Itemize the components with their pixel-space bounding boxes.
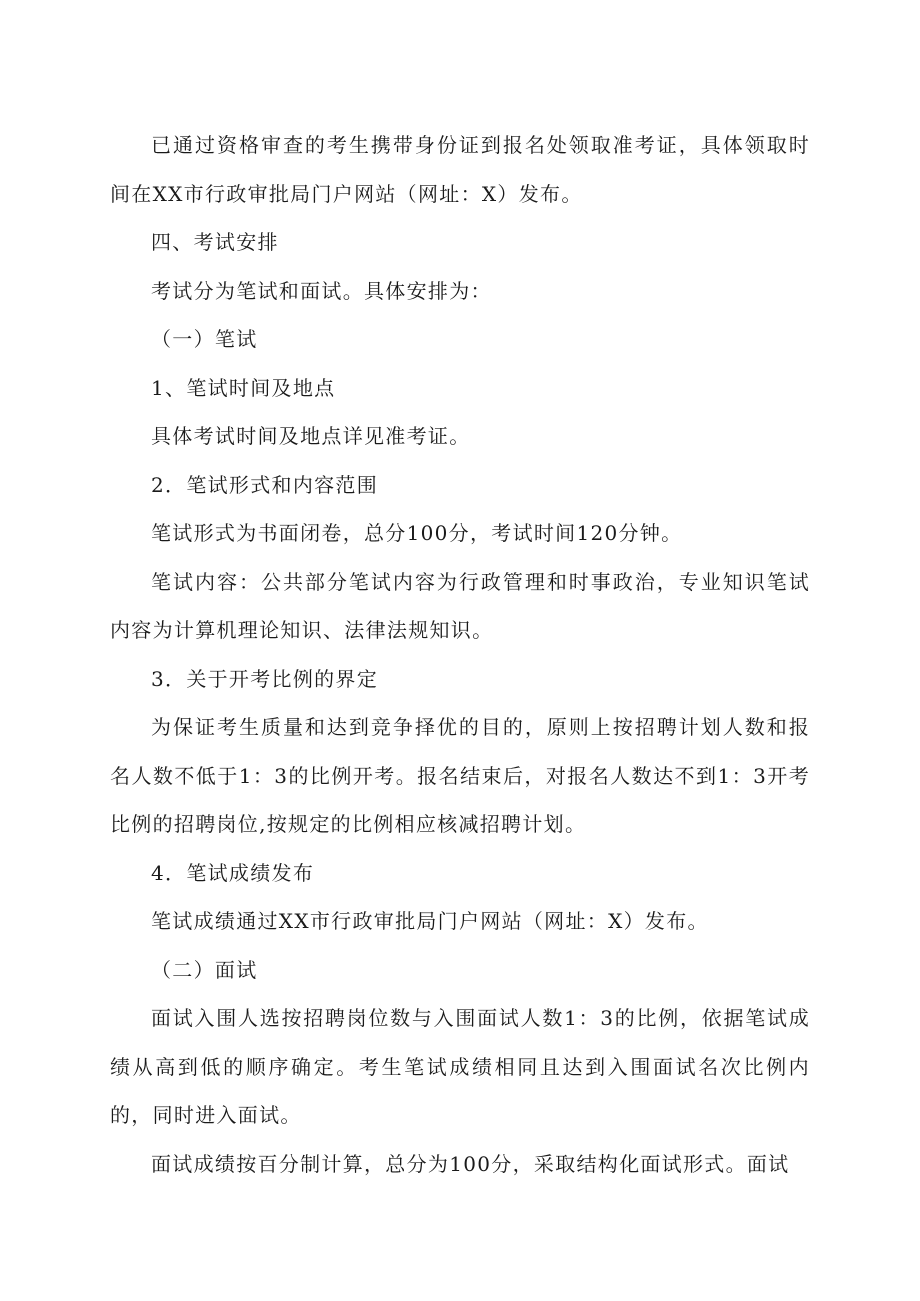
heading-exam-ratio: 3．关于开考比例的界定 — [151, 666, 379, 691]
paragraph-written-results: 笔试成绩通过XX市行政审批局门户网站（网址：X）发布。 — [151, 909, 709, 933]
paragraph-interview-scoring: 面试成绩按百分制计算，总分为100分，采取结构化面试形式。面试 — [151, 1151, 790, 1176]
paragraph-exam-types: 考试分为笔试和面试。具体安排为： — [151, 278, 492, 303]
paragraph-written-format: 笔试形式为书面闭卷，总分100分，考试时间120分钟。 — [151, 521, 683, 545]
heading-written-time-place: 1、笔试时间及地点 — [151, 375, 336, 400]
paragraph-written-content: 笔试内容：公共部分笔试内容为行政管理和时事政治，专业知识笔试内容为计算机理论知识、法律法规知识。 — [110, 569, 810, 642]
heading-written-format: 2．笔试形式和内容范围 — [151, 472, 379, 497]
paragraph-written-time-place: 具体考试时间及地点详见准考证。 — [151, 424, 471, 448]
heading-interview: （二）面试 — [151, 957, 258, 982]
heading-exam-arrangement: 四、考试安排 — [151, 230, 279, 254]
paragraph-admission-ticket: 已通过资格审查的考生携带身份证到报名处领取准考证，具体领取时间在XX市行政审批局门户网站（网址：X）发布。 — [110, 133, 810, 206]
document-body — [110, 121, 810, 1188]
paragraph-interview-selection: 面试入围人选按招聘岗位数与入围面试人数1：3的比例，依据笔试成绩从高到低的顺序确定。考生笔试成绩相同且达到入围面试名次比例内的，同时进入面试。 — [110, 1006, 810, 1127]
heading-written-exam: （一）笔试 — [151, 327, 258, 351]
heading-written-results: 4．笔试成绩发布 — [151, 860, 315, 885]
paragraph-exam-ratio: 为保证考生质量和达到竞争择优的目的，原则上按招聘计划人数和报名人数不低于1：3的比例开考。报名结束后，对报名人数达不到1：3开考比例的招聘岗位,按规定的比例相应核减招聘计划。 — [110, 715, 810, 836]
